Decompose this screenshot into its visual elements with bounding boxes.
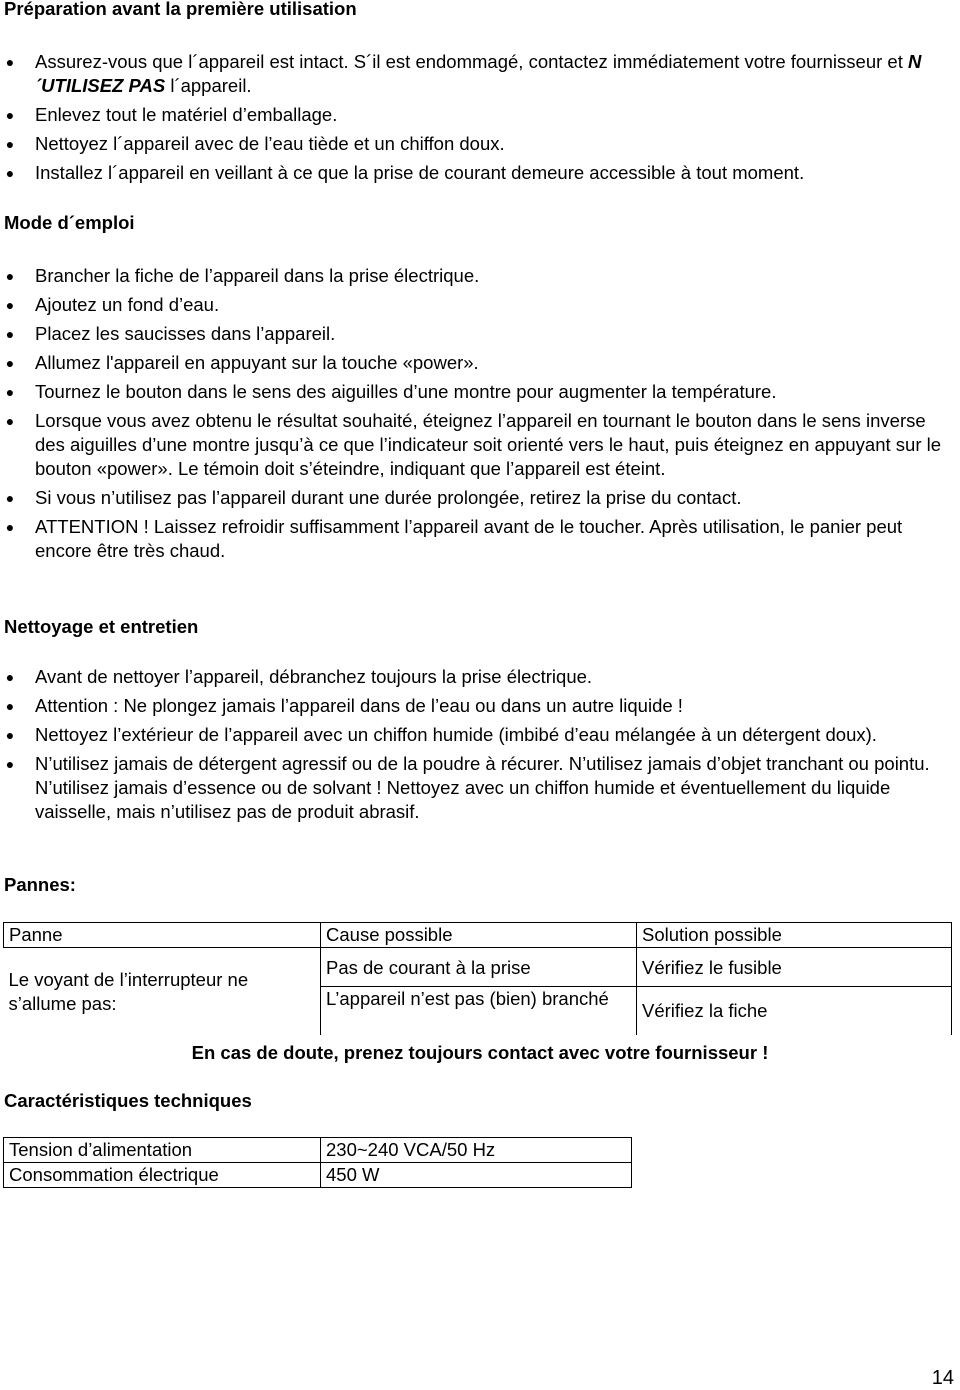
- section-heading-pannes: Pannes:: [4, 874, 76, 895]
- list-item: [0, 665, 960, 689]
- list-item: [0, 161, 960, 185]
- spec-label: Tension d’alimentation: [4, 1138, 321, 1163]
- list-item: [0, 264, 960, 288]
- bullet-icon: ●: [5, 355, 15, 371]
- preparation-list: [0, 50, 960, 190]
- pannes-table: [3, 922, 952, 1035]
- bullet-icon: ●: [5, 384, 15, 400]
- clean-item-2: Attention : Ne plongez jamais l’appareil dans de l’eau ou dans un autre liquide !: [35, 695, 683, 716]
- table-header-row: [4, 923, 952, 948]
- mode-item-1: Brancher la fiche de l’appareil dans la prise électrique.: [35, 265, 480, 286]
- table-row: [4, 1138, 632, 1163]
- mode-item-6: Lorsque vous avez obtenu le résultat souhaité, éteignez l’appareil en tournant le bouton dans le sens inverse des aiguilles d’une montre jusqu’à ce que l’indicateur soit orienté vers le haut, puis éteignez en appuyant sur le bouton «power». Le témoin doit s’éteindre, indiquant que l’appareil est éteint.: [35, 410, 942, 479]
- mode-item-3: Placez les saucisses dans l’appareil.: [35, 323, 336, 344]
- bullet-icon: ●: [5, 756, 15, 772]
- list-item: [0, 515, 960, 563]
- mode-item-8: ATTENTION ! Laissez refroidir suffisamment l’appareil avant de le toucher. Après utilisation, le panier peut encore être très chaud.: [35, 516, 903, 561]
- bullet-icon: ●: [5, 669, 15, 685]
- spec-label: Consommation électrique: [4, 1163, 321, 1188]
- list-item: [0, 752, 960, 824]
- bullet-icon: ●: [5, 54, 15, 70]
- section-heading-preparation: Préparation avant la première utilisation: [4, 0, 357, 19]
- list-item: [0, 293, 960, 317]
- spec-value: 230~240 VCA/50 Hz: [321, 1138, 632, 1163]
- cell-solution-2: Vérifiez la fiche: [637, 987, 952, 1036]
- table-row: [4, 948, 952, 987]
- prep-item-4: Installez l´appareil en veillant à ce que la prise de courant demeure accessible à tout moment.: [35, 162, 805, 183]
- mode-item-4: Allumez l'appareil en appuyant sur la touche «power».: [35, 352, 479, 373]
- bullet-icon: ●: [5, 519, 15, 535]
- cell-cause-1: Pas de courant à la prise: [321, 948, 637, 987]
- table-row: [4, 1163, 632, 1188]
- header-cause: Cause possible: [321, 923, 637, 948]
- clean-item-3: Nettoyez l’extérieur de l’appareil avec un chiffon humide (imbibé d’eau mélangée à un détergent doux).: [35, 724, 877, 745]
- section-heading-caracteristiques: Caractéristiques techniques: [4, 1090, 252, 1111]
- cell-solution-1: Vérifiez le fusible: [637, 948, 952, 987]
- mode-item-5: Tournez le bouton dans le sens des aiguilles d’une montre pour augmenter la température.: [35, 381, 777, 402]
- list-item: [0, 132, 960, 156]
- section-heading-nettoyage: Nettoyage et entretien: [4, 616, 199, 637]
- list-item: [0, 380, 960, 404]
- list-item: [0, 50, 960, 98]
- bullet-icon: ●: [5, 165, 15, 181]
- bullet-icon: ●: [5, 727, 15, 743]
- bullet-icon: ●: [5, 107, 15, 123]
- cell-cause-2: L’appareil n’est pas (bien) branché: [321, 987, 637, 1036]
- prep-item-2: Enlevez tout le matériel d’emballage.: [35, 104, 338, 125]
- list-item: [0, 351, 960, 375]
- section-heading-mode-emploi: Mode d´emploi: [4, 212, 135, 233]
- header-panne: Panne: [4, 923, 321, 948]
- mode-emploi-list: [0, 264, 960, 568]
- page-number: 14: [931, 1367, 954, 1389]
- cell-problem: Le voyant de l’interrupteur ne s’allume pas:: [4, 948, 321, 1036]
- bullet-icon: ●: [5, 268, 15, 284]
- list-item: [0, 103, 960, 127]
- prep-item-3: Nettoyez l´appareil avec de l’eau tiède et un chiffon doux.: [35, 133, 505, 154]
- tech-specs-table: [3, 1137, 632, 1188]
- list-item: [0, 694, 960, 718]
- advice-text: En cas de doute, prenez toujours contact avec votre fournisseur !: [191, 1042, 769, 1063]
- list-item: [0, 322, 960, 346]
- clean-item-1: Avant de nettoyer l’appareil, débranchez toujours la prise électrique.: [35, 666, 593, 687]
- bullet-icon: ●: [5, 698, 15, 714]
- mode-item-7: Si vous n’utilisez pas l’appareil durant une durée prolongée, retirez la prise du contact.: [35, 487, 742, 508]
- clean-item-4: N’utilisez jamais de détergent agressif ou de la poudre à récurer. N’utilisez jamais d’objet tranchant ou pointu. N’utilisez jamais d’essence ou de solvant ! Nettoyez avec un chiffon humide et éventuellement du liquide vaisselle, mais n’utilisez pas de produit abrasif.: [35, 753, 930, 822]
- list-item: [0, 723, 960, 747]
- bullet-icon: ●: [5, 326, 15, 342]
- mode-item-2: Ajoutez un fond d’eau.: [35, 294, 220, 315]
- nettoyage-list: [0, 665, 960, 829]
- bullet-icon: ●: [5, 136, 15, 152]
- prep-item-1: Assurez-vous que l´appareil est intact. S´il est endommagé, contactez immédiatement votre fournisseur et N´UTILISEZ PAS l´appareil.: [35, 51, 922, 96]
- list-item: [0, 409, 960, 481]
- bullet-icon: ●: [5, 297, 15, 313]
- header-solution: Solution possible: [637, 923, 952, 948]
- list-item: [0, 486, 960, 510]
- spec-value: 450 W: [321, 1163, 632, 1188]
- bullet-icon: ●: [5, 413, 15, 429]
- bullet-icon: ●: [5, 490, 15, 506]
